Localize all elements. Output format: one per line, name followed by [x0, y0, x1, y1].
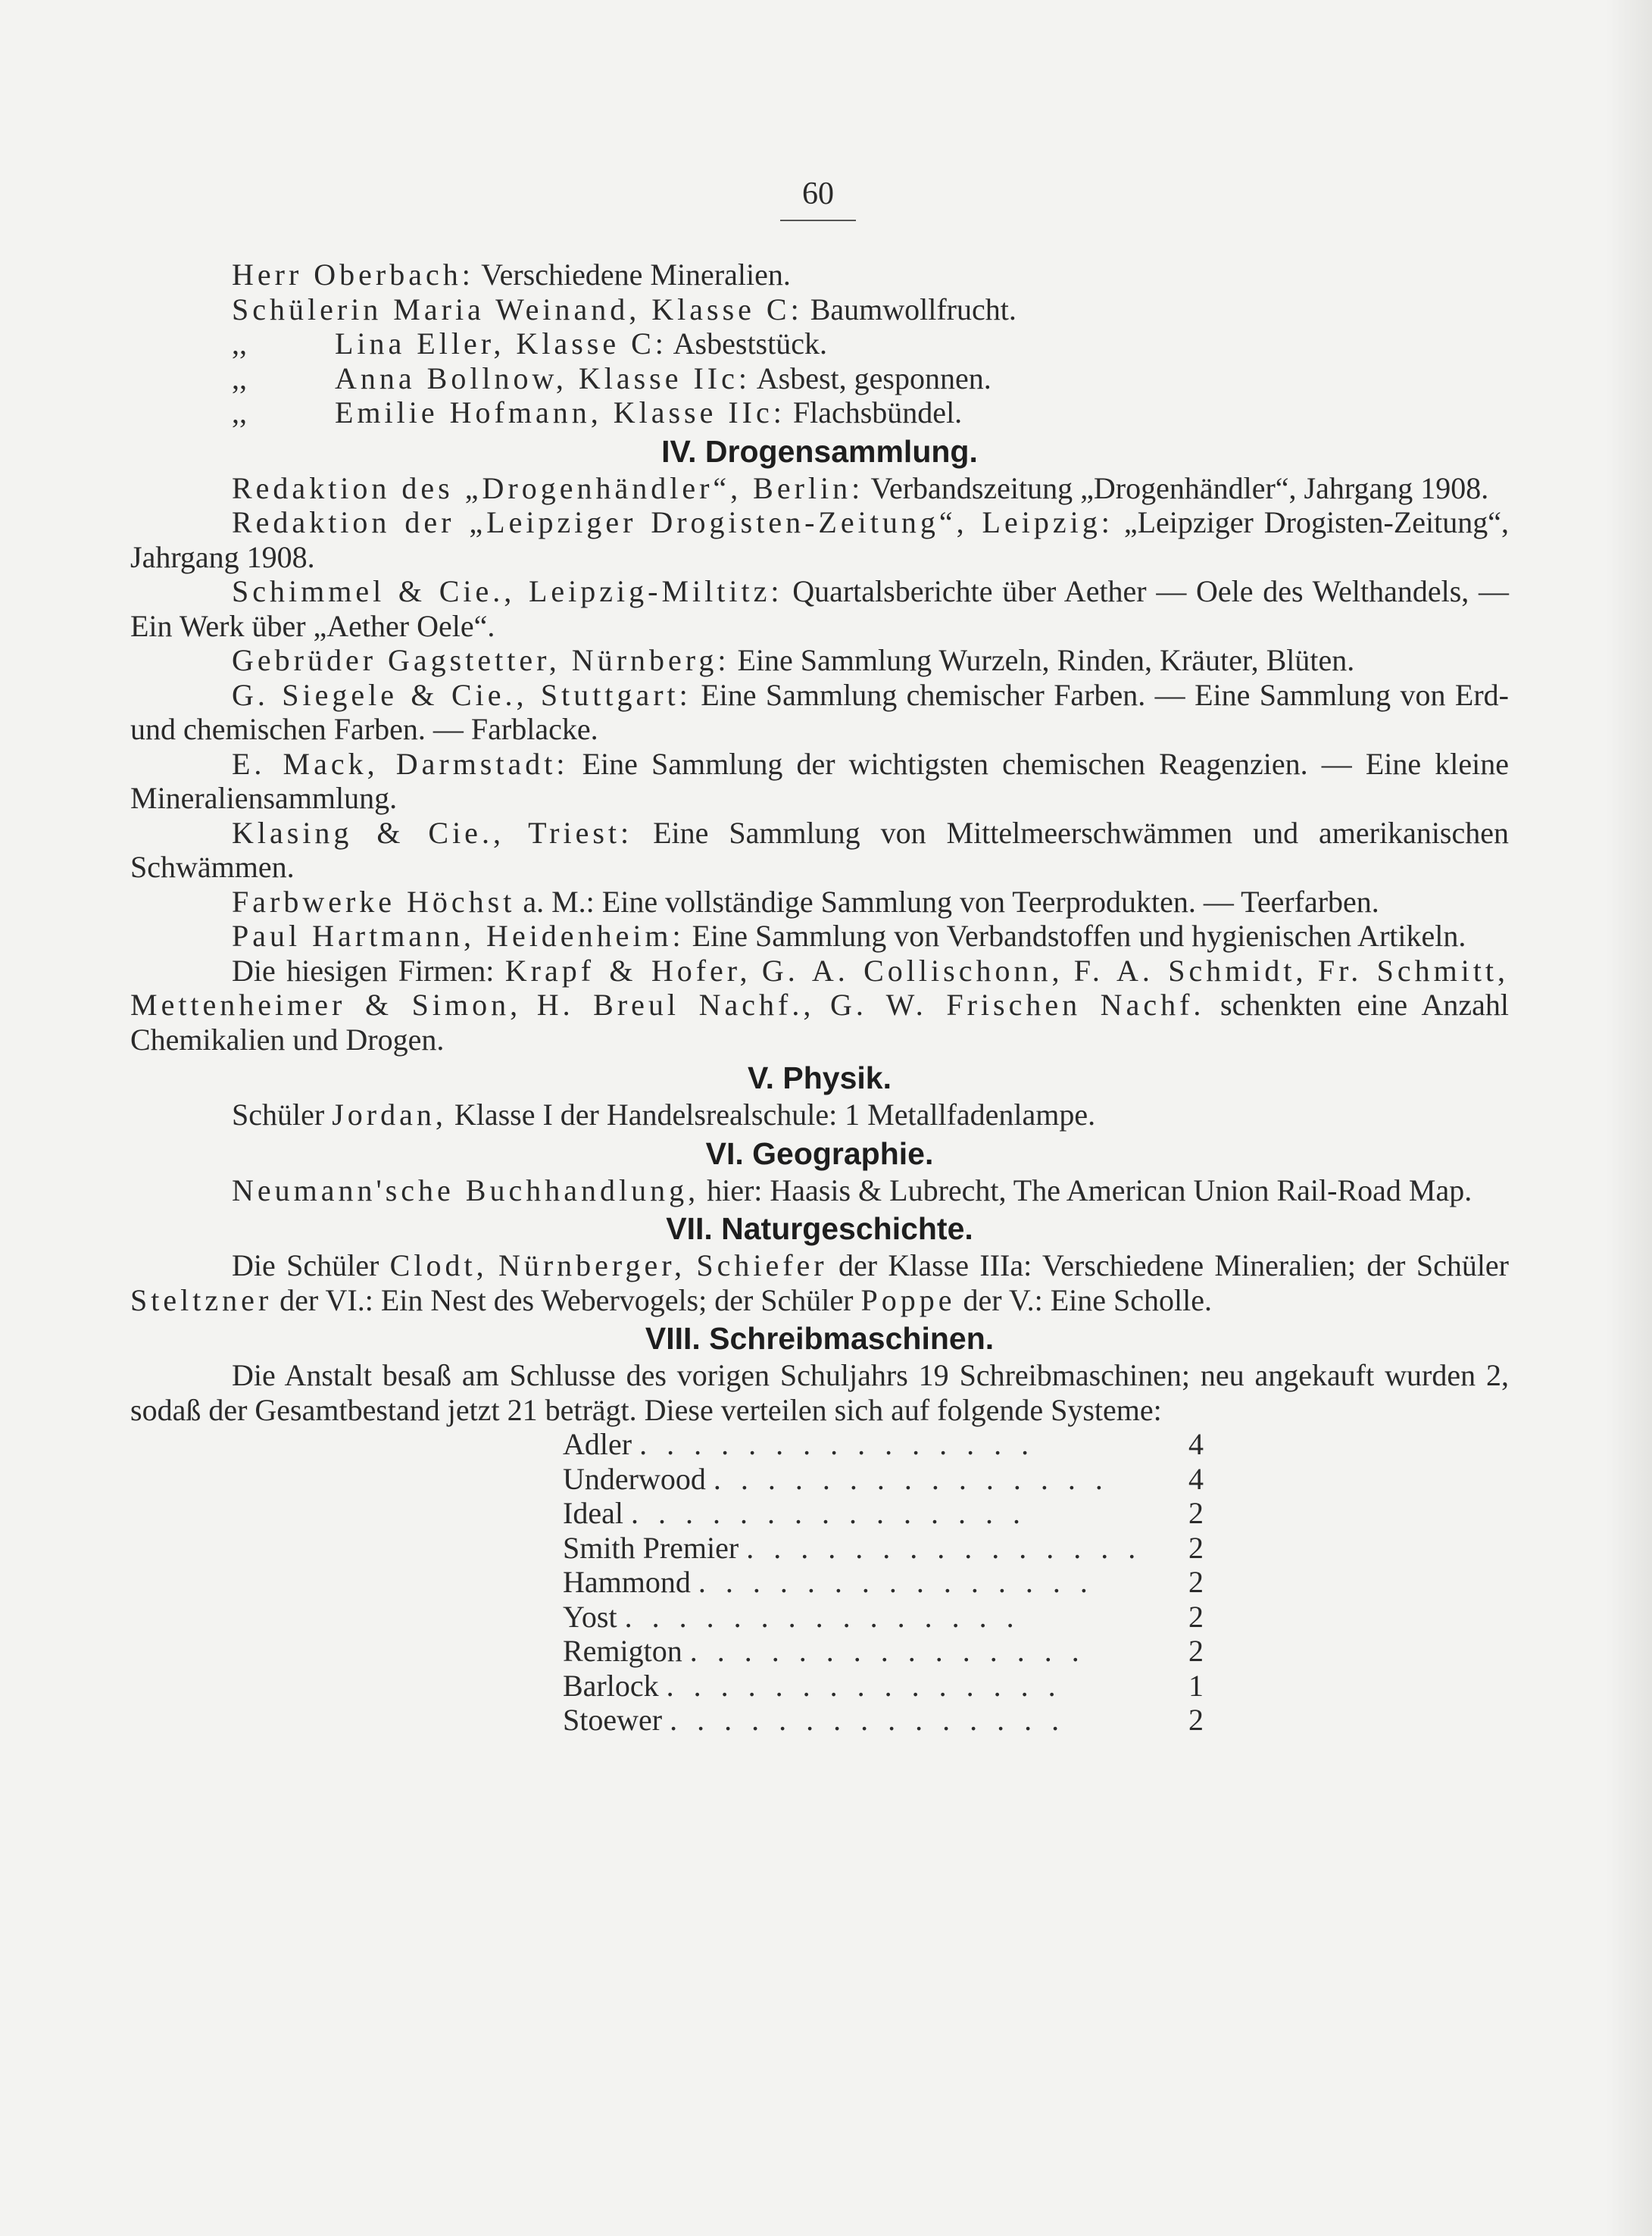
dot-leader: . . . . . . . . . . . . . . .	[624, 1599, 1020, 1634]
system-row	[563, 1600, 1204, 1635]
system-name-cell	[563, 1565, 1173, 1600]
donation: Verschiedene Mineralien.	[481, 258, 791, 292]
donor-name: Klasing & Cie., Triest:	[232, 815, 633, 850]
system-name: Smith Premier	[563, 1530, 739, 1565]
donation: Eine Sammlung der wichtigsten chemischen Reagenzien. — Eine kleine Mineraliensammlung.	[130, 746, 1509, 815]
system-row	[563, 1496, 1204, 1531]
firm-name: F. A. Schmidt,	[1073, 953, 1307, 988]
donation: der V.: Eine Scholle.	[963, 1282, 1212, 1317]
firm-name: Fr. Schmitt,	[1317, 953, 1510, 988]
typewriter-systems-table	[563, 1427, 1204, 1738]
dot-leader: . . . . . . . . . . . . . . .	[698, 1565, 1094, 1599]
system-count: 2	[1188, 1634, 1204, 1668]
dot-leader: . . . . . . . . . . . . . . .	[670, 1703, 1066, 1737]
system-name-cell	[563, 1703, 1173, 1738]
donor-line	[130, 395, 1509, 430]
system-name: Hammond	[563, 1565, 691, 1599]
donor-name: Anna Bollnow, Klasse IIc:	[335, 361, 751, 395]
entry	[130, 816, 1509, 885]
firms-intro: Die hiesigen Firmen:	[232, 953, 495, 988]
system-row	[563, 1669, 1204, 1704]
system-count: 2	[1188, 1496, 1204, 1530]
donation: Asbeststück.	[673, 326, 827, 361]
dot-leader: . . . . . . . . . . . . . . .	[689, 1634, 1085, 1668]
system-name-cell	[563, 1634, 1173, 1669]
donor-name: Paul Hartmann, Heidenheim:	[232, 919, 685, 953]
donor-line	[130, 326, 1509, 361]
donor-name: Jordan,	[332, 1098, 447, 1132]
donor-name: Redaktion des „Drogenhändler“, Berlin:	[232, 470, 864, 505]
system-name-cell	[563, 1427, 1173, 1462]
donor-name-suffix: a. M.:	[523, 884, 595, 919]
donor-line	[130, 361, 1509, 396]
entry-pre: Die Schüler	[232, 1248, 379, 1282]
dot-leader: . . . . . . . . . . . . . . .	[630, 1496, 1026, 1530]
system-row	[563, 1462, 1204, 1497]
system-name: Barlock	[563, 1668, 659, 1703]
donor-name: Gebrüder Gagstetter, Nürnberg:	[232, 643, 730, 677]
system-row	[563, 1703, 1204, 1738]
entry	[130, 574, 1509, 643]
system-row	[563, 1634, 1204, 1669]
donor-name: Herr Oberbach:	[232, 258, 474, 292]
entry	[130, 643, 1509, 678]
donor-name: Schiefer	[696, 1248, 828, 1282]
system-count: 1	[1188, 1668, 1204, 1703]
donor-name: Steltzner	[130, 1282, 273, 1317]
entry	[130, 885, 1509, 920]
donor-name: Poppe	[860, 1282, 956, 1317]
donor-name: Redaktion der „Leipziger Drogisten-Zeitung“, Leipzig:	[232, 505, 1113, 539]
donation: Verbandszeitung „Drogenhändler“, Jahrgang 1908.	[870, 470, 1489, 505]
firm-name: G. A. Collischonn,	[761, 953, 1063, 988]
donor-name: Nürnberger,	[498, 1248, 685, 1282]
donation: Eine Sammlung chemischer Farben. — Eine Sammlung von Erd- und chemischen Farben. — Farblacke.	[130, 677, 1510, 746]
page-number: 60	[802, 176, 834, 211]
entry	[130, 919, 1509, 954]
page-edge-shadow	[1607, 0, 1652, 2236]
system-row	[563, 1427, 1204, 1462]
donation: Eine Sammlung von Verbandstoffen und hygienischen Artikeln.	[692, 919, 1466, 953]
dot-leader: . . . . . . . . . . . . . . .	[746, 1530, 1142, 1565]
donor-name: Neumann'sche Buchhandlung,	[232, 1173, 700, 1207]
entry	[130, 1248, 1509, 1317]
entry	[130, 678, 1509, 747]
firms-outro: schenkten eine Anzahl Chemikalien und Drogen.	[130, 988, 1510, 1057]
entry	[130, 1173, 1509, 1208]
donor-name: E. Mack, Darmstadt:	[232, 746, 569, 781]
dot-leader: . . . . . . . . . . . . . . .	[639, 1427, 1035, 1461]
donation: Asbest, gesponnen.	[756, 361, 992, 395]
donation: Klasse I der Handelsrealschule: 1 Metallfadenlampe.	[454, 1098, 1096, 1132]
system-name-cell	[563, 1462, 1173, 1497]
section-heading: V. Physik.	[748, 1060, 892, 1095]
firm-name: Mettenheimer & Simon,	[130, 988, 522, 1022]
system-row	[563, 1565, 1204, 1600]
system-count: 4	[1188, 1427, 1204, 1461]
donation: Flachsbündel.	[792, 395, 963, 429]
section-heading: VII. Naturgeschichte.	[666, 1211, 973, 1246]
section-heading: VI. Geographie.	[705, 1135, 934, 1171]
donation: Baumwollfrucht.	[810, 292, 1016, 326]
system-name: Stoewer	[563, 1703, 663, 1737]
system-name: Adler	[563, 1427, 632, 1461]
firm-name: H. Breul Nachf.,	[536, 988, 815, 1022]
system-name: Yost	[563, 1599, 617, 1634]
donation: Eine vollständige Sammlung von Teerprodukten. — Teerfarben.	[601, 884, 1379, 919]
donor-name: Emilie Hofmann, Klasse IIc:	[335, 395, 785, 429]
system-count: 4	[1188, 1461, 1204, 1496]
firm-name: G. W. Frischen Nachf.	[829, 988, 1205, 1022]
firm-name: Krapf & Hofer,	[504, 953, 751, 988]
ditto-mark: ,,	[232, 361, 247, 395]
system-count: 2	[1188, 1599, 1204, 1634]
entry	[130, 1098, 1509, 1132]
donor-name: Schimmel & Cie., Leipzig-Miltitz:	[232, 574, 783, 608]
system-name-cell	[563, 1600, 1173, 1635]
section-heading: IV. Drogensammlung.	[661, 433, 978, 469]
page-number-rule	[780, 220, 856, 221]
donation: der Klasse IIIa: Verschiedene Mineralien; der Schüler	[838, 1248, 1510, 1282]
system-name: Underwood	[563, 1461, 706, 1496]
donor-name: G. Siegele & Cie., Stuttgart:	[232, 677, 692, 712]
system-count: 2	[1188, 1703, 1204, 1737]
entry	[130, 505, 1509, 574]
donation: „Leipziger Drogisten-Zeitung“, Jahrgang 1908.	[130, 505, 1510, 574]
entry	[130, 471, 1509, 506]
firms-entry	[130, 954, 1509, 1057]
system-name: Ideal	[563, 1496, 623, 1530]
donation: Quartalsberichte über Aether — Oele des Welthandels, — Ein Werk über „Aether Oele“.	[130, 574, 1510, 643]
paragraph: Die Anstalt besaß am Schlusse des vorigen Schuljahrs 19 Schreibmaschinen; neu angekauft wurden 2, sodaß der Gesamtbestand jetzt 21 beträgt. Diese verteilen sich auf folgende Systeme:	[130, 1358, 1509, 1427]
ditto-mark: ,,	[232, 395, 247, 429]
entry	[130, 747, 1509, 816]
dot-leader: . . . . . . . . . . . . . . .	[666, 1668, 1062, 1703]
donation: hier: Haasis & Lubrecht, The American Union Rail-Road Map.	[707, 1173, 1472, 1207]
system-name-cell	[563, 1531, 1173, 1566]
donor-name: Schülerin Maria Weinand, Klasse C:	[232, 292, 803, 326]
system-name-cell	[563, 1669, 1173, 1704]
donation: Eine Sammlung Wurzeln, Rinden, Kräuter, Blüten.	[737, 643, 1355, 677]
donor-name: Farbwerke Höchst	[232, 884, 516, 919]
donor-line	[130, 258, 1509, 292]
system-count: 2	[1188, 1530, 1204, 1565]
ditto-mark: ,,	[232, 326, 247, 361]
system-name-cell	[563, 1496, 1173, 1531]
donor-line	[130, 292, 1509, 327]
donor-name: Lina Eller, Klasse C:	[335, 326, 667, 361]
system-count: 2	[1188, 1565, 1204, 1599]
section-heading: VIII. Schreibmaschinen.	[645, 1321, 995, 1356]
donor-name: Clodt,	[389, 1248, 488, 1282]
entry-pre: Schüler	[232, 1098, 325, 1132]
system-name: Remigton	[563, 1634, 682, 1668]
dot-leader: . . . . . . . . . . . . . . .	[713, 1461, 1109, 1496]
system-row	[563, 1531, 1204, 1566]
page-content	[130, 258, 1509, 1738]
donation: Eine Sammlung von Mittelmeerschwämmen und amerikanischen Schwämmen.	[130, 815, 1510, 884]
donation: der VI.: Ein Nest des Webervogels; der Schüler	[279, 1282, 854, 1317]
